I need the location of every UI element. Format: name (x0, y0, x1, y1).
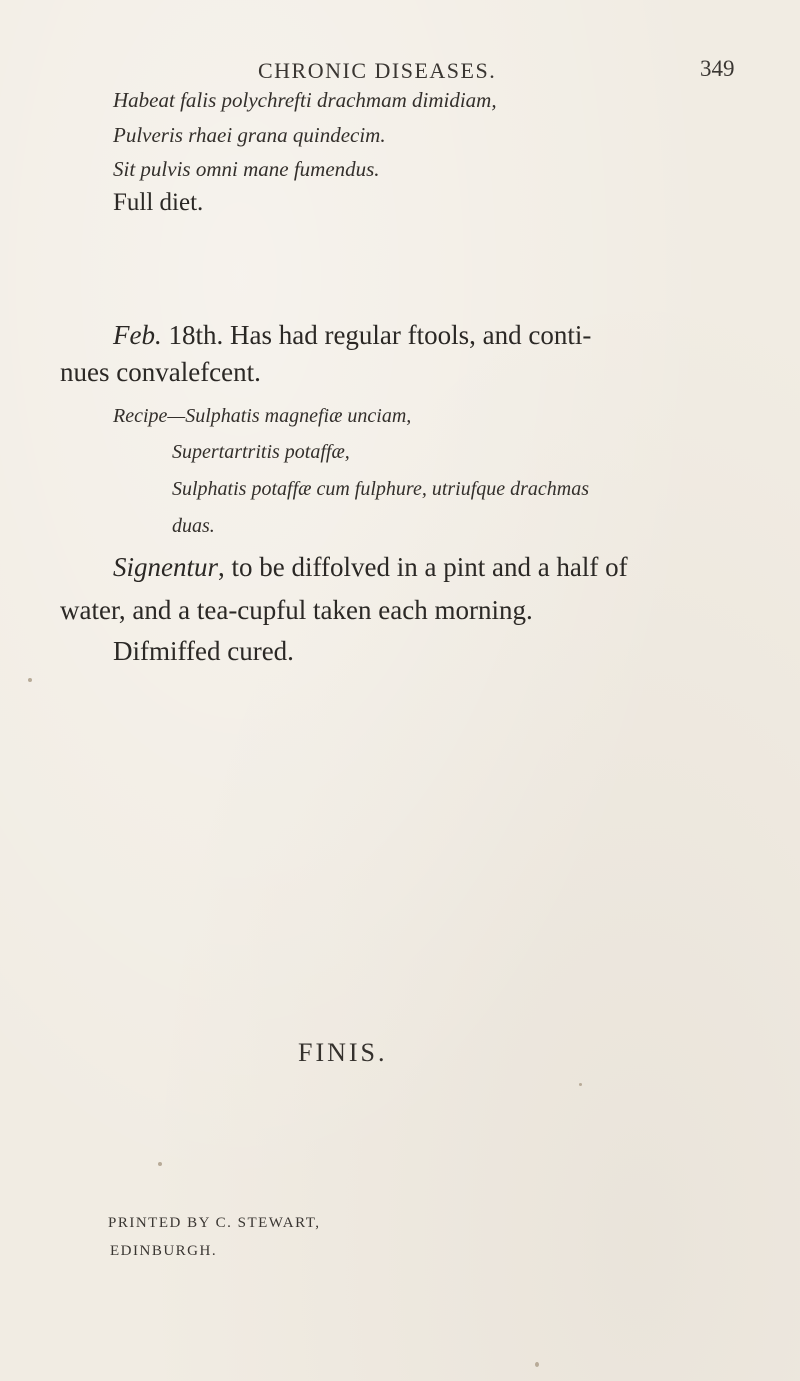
prescription-line: Sit pulvis omni mane fumendus. (113, 157, 380, 181)
prescription-line: Habeat falis polychrefti drachmam dimidiam, (113, 88, 497, 112)
recipe-line: Supertartritis potaffæ, (172, 441, 350, 463)
recipe-line: Recipe—Sulphatis magnefiæ unciam, (113, 405, 412, 427)
entry-text: 18th. Has had regular ftools, and conti- (161, 320, 592, 350)
paper-speck (579, 1083, 582, 1086)
prescription-line: Pulveris rhaei grana quindecim. (113, 123, 386, 147)
running-title: CHRONIC DISEASES. (258, 58, 497, 83)
printer-city: EDINBURGH. (110, 1243, 218, 1259)
paper-speck (158, 1162, 162, 1166)
paper-speck (28, 678, 32, 682)
signentur-word: Signentur (113, 552, 218, 582)
recipe-line: duas. (172, 515, 215, 537)
entry-line (113, 320, 591, 351)
diet-note: Full diet. (113, 189, 204, 216)
page-number: 349 (700, 56, 735, 81)
outcome-line: Difmiffed cured. (113, 636, 294, 666)
finis-heading: FINIS. (298, 1038, 388, 1067)
directions-line: water, and a tea-cupful taken each morning. (60, 595, 533, 625)
directions-text: , to be diffolved in a pint and a half of (218, 552, 628, 582)
recipe-line: Sulphatis potaffæ cum fulphure, utriufque drachmas (172, 478, 590, 500)
directions-line (113, 552, 628, 583)
entry-date: Feb. (113, 320, 162, 350)
printer-imprint: PRINTED BY C. STEWART, (108, 1215, 321, 1231)
entry-line: nues convalefcent. (60, 357, 261, 387)
paper-speck (535, 1362, 539, 1367)
